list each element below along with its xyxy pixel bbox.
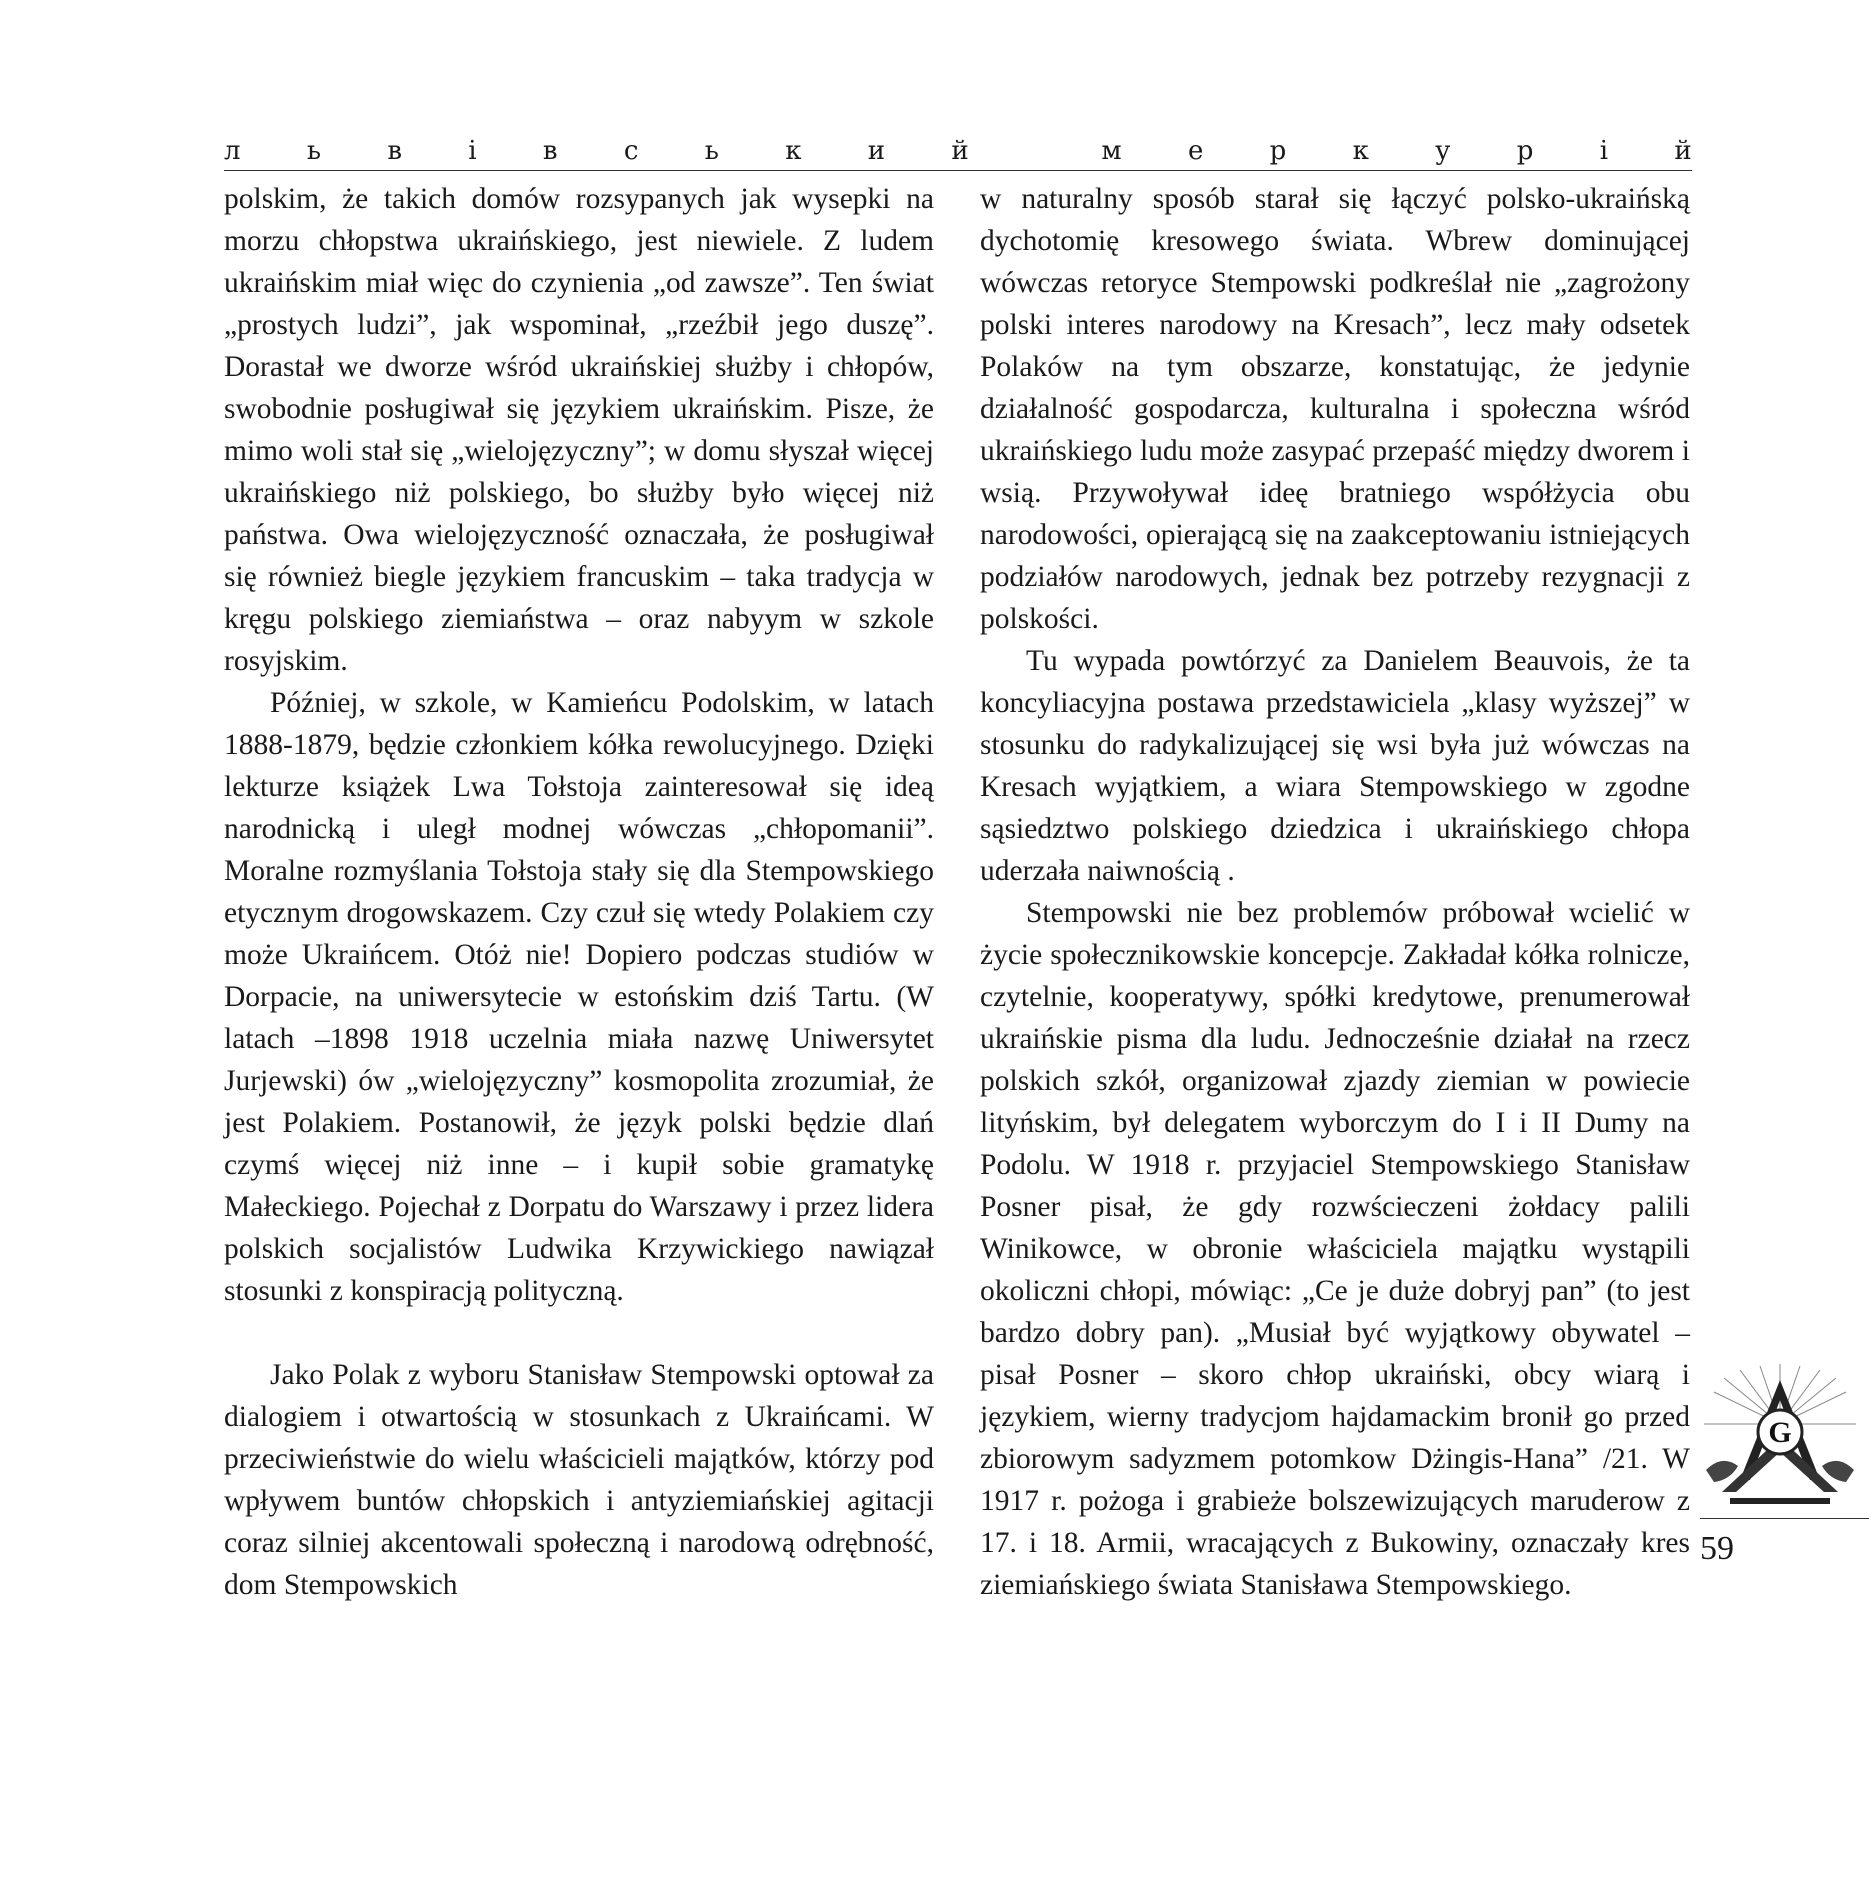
emblem-rule: [1700, 1518, 1869, 1519]
header-letter: е: [1187, 136, 1204, 166]
left-column: [224, 178, 934, 1606]
svg-text:G: G: [1768, 1416, 1792, 1449]
header-rule: [224, 170, 1692, 171]
header-letter: к: [785, 136, 802, 166]
header-letter: л: [224, 136, 241, 166]
header-letter: ь: [704, 136, 719, 166]
right-column: [980, 178, 1690, 1606]
running-header: [224, 130, 1692, 166]
paragraph: polskim, że takich domów rozsypanych jak wysepki na morzu chłopstwa ukraińskiego, jest niewiele. Z ludem ukraińskim miał więc do czynienia „od zawsze”. Ten świat „prostych ludzi”, jak wspominał, „rzeźbił jego duszę”. Dorastał we dworze wśród ukraińskiej służby i chłopów, swobodnie posługiwał się językiem ukraińskim. Pisze, że mimo woli stał się „wielojęzyczny”; w domu słyszał więcej ukraińskiego niż polskiego, bo służby było więcej niż państwa. Owa wielojęzyczność oznaczała, że posługiwał się również biegle językiem francuskim – taka tradycja w kręgu polskiego ziemiaństwa – oraz nabyym w szkole rosyjskim.: [224, 183, 934, 677]
paragraph: Stempowski nie bez problemów próbował wcielić w życie społecznikowskie koncepcje. Zakładał kółka rolnicze, czytelnie, kooperatywy, spółki kredytowe, prenumerował ukraińskie pisma dla ludu. Jednocześnie działał na rzecz polskich szkół, organizował zjazdy ziemian w powiecie lityńskim, był delegatem wyborczym do I i II Dumy na Podolu. W 1918 r. przyjaciel Stempowskiego Stanisław Posner pisał, że gdy rozwścieczeni żołdacy palili Winikowce, w obronie właściciela majątku wystąpili okoliczni chłopi, mówiąc: „Ce je duże dobryj pan” (to jest bardzo dobry pan). „Musiał być wyjątkowy obywatel – pisał Posner – skoro chłop ukraiński, obcy wiarą i językiem, wierny tradycjom hajdamackim bronił go przed zbiorowym sadyzmem potomkow Dżingis-Hana” /21. W 1917 r. pożoga i grabieże bolszewizujących maruderow z 17. i 18. Armii, wracających z Bukowiny, oznaczały kres ziemiańskiego świata Stanisława Stempowskiego.: [980, 897, 1690, 1601]
header-letter: і: [1599, 136, 1609, 166]
page-number: 59: [1700, 1530, 1734, 1567]
paragraph: Później, w szkole, w Kamieńcu Podolskim, w latach 1888-1879, będzie członkiem kółka rewolucyjnego. Dzięki lekturze książek Lwa Tołstoja zainteresował się ideą narodnicką i uległ modnej wówczas „chłopomanii”. Moralne rozmyślania Tołstoja stały się dla Stempowskiego etycznym drogowskazem. Czy czuł się wtedy Polakiem czy może Ukraińcem. Otóż nie! Dopiero podczas studiów w Dorpacie, na uniwersytecie w estońskim dziś Tartu. (W latach –1898 1918 uczelnia miała nazwę Uniwersytet Jurjewski) ów „wielojęzyczny” kosmopolita zrozumiał, że jest Polakiem. Postanowił, że język polski będzie dlań czymś więcej niż inne – i kupił sobie gramatykę Małeckiego. Pojechał z Dorpatu do Warszawy i przez lidera polskich socjalistów Ludwika Krzywickiego nawiązał stosunki z konspiracją polityczną.: [224, 687, 934, 1307]
paragraph: Tu wypada powtórzyć za Danielem Beauvois, że ta koncyliacyjna postawa przedstawiciela „klasy wyższej” w stosunku do radykalizującej się wsi była już wówczas na Kresach wyjątkiem, a wiara Stempowskiego w zgodne sąsiedztwo polskiego dziedzica i ukraińskiego chłopa uderzała naiwnością .: [980, 645, 1690, 887]
header-letter: у: [1435, 136, 1451, 166]
header-letter: и: [867, 136, 886, 166]
paragraph: w naturalny sposób starał się łączyć polsko-ukraińską dychotomię kresowego świata. Wbrew dominującej wówczas retoryce Stempowski podkreślał nie „zagrożony polski interes narodowy na Kresach”, lecz mały odsetek Polaków na tym obszarze, konstatując, że jedynie działalność gospodarcza, kulturalna i społeczna wśród ukraińskiego ludu może zasypać przepaść między dworem i wsią. Przywoływał ideę bratniego współżycia obu narodowości, opierającą się na zaakceptowaniu istniejących podziałów narodowych, jednak bez potrzeby rezygnacji z polskości.: [980, 183, 1690, 635]
header-letter: м: [1101, 136, 1122, 166]
header-letter: р: [1516, 136, 1534, 166]
header-letter: й: [951, 136, 969, 166]
header-letter: в: [387, 136, 402, 166]
header-letter: і: [468, 136, 477, 166]
header-letter: в: [542, 136, 558, 166]
paragraph: Jako Polak z wyboru Stanisław Stempowski optował za dialogiem i otwartością w stosunkach z Ukraińcami. W przeciwieństwie do wielu właścicieli majątków, którzy pod wpływem buntów chłopskich i antyziemiańskiej agitacji coraz silniej akcentowali społeczną i narodową odrębność, dom Stempowskich: [224, 1359, 934, 1601]
header-letter: й: [1674, 136, 1692, 166]
header-letter: р: [1269, 136, 1287, 166]
masonic-square-compass-icon: [1700, 1362, 1860, 1512]
header-letter: к: [1352, 136, 1369, 166]
header-letter: ь: [306, 136, 321, 166]
header-letter: с: [623, 136, 639, 166]
